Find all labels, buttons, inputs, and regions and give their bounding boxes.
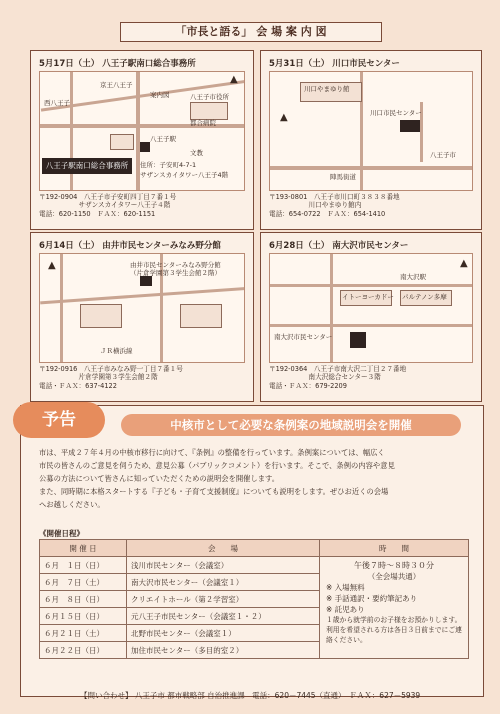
venue-map bbox=[269, 71, 473, 191]
contact-footer: 【問い合わせ】 八王子市 都市戦略部 自治推進課 電話：620－7445（直通） ＦＡＸ：627－5939 bbox=[80, 691, 421, 700]
map-label: 南大沢市民センター bbox=[274, 333, 333, 341]
panel-title: 6月14日（土） 由井市民センターみなみ野分館 bbox=[39, 241, 221, 251]
column-header: 時 間 bbox=[320, 540, 469, 557]
time-line: ※ 入場無料 bbox=[326, 583, 365, 592]
time-line: 午後７時～８時３０分 bbox=[354, 561, 434, 570]
north-arrow-icon: ▲ bbox=[48, 260, 56, 271]
table-header-row bbox=[40, 540, 469, 557]
venue-cell: 南大沢市民センター（会議室１） bbox=[127, 574, 320, 591]
date-cell: ６月２１日（土） bbox=[40, 625, 127, 642]
address-line: 川口やまゆり館内 bbox=[269, 201, 362, 210]
address-block bbox=[39, 193, 176, 218]
notice-title: 中核市として必要な条例案の地域説明会を開催 bbox=[121, 414, 461, 436]
notice-section bbox=[20, 405, 484, 697]
column-header: 会 場 bbox=[127, 540, 320, 557]
venue-map bbox=[39, 71, 245, 191]
address-block bbox=[39, 365, 183, 390]
map-label: 川口やまゆり館 bbox=[304, 85, 350, 93]
venue-cell: 浅川市民センター（会議室） bbox=[127, 557, 320, 574]
address-line: 南大沢総合センター３階 bbox=[269, 373, 381, 382]
date-cell: ６月 ８日（日） bbox=[40, 591, 127, 608]
address-line: 〒192-0916 八王子市みなみ野一丁目７番１号 bbox=[39, 365, 183, 373]
venue-panel-minami-osawa bbox=[260, 232, 482, 402]
panel-title: 5月17日（土） 八王子駅南口総合事務所 bbox=[39, 59, 196, 69]
address-line: 〒192-0364 八王子市南大沢二丁目２７番地 bbox=[269, 365, 407, 373]
notice-line: へお越しください。 bbox=[39, 500, 105, 509]
notice-line: また、同時期に本格スタートする『子ども・子育て支援制度』についても説明をします。ぜひお近くの会場 bbox=[39, 487, 389, 496]
notice-line: 公募の方法について皆さんに知っていただくための説明会を開催します。 bbox=[39, 474, 280, 483]
venue-panel-minamino bbox=[30, 232, 254, 402]
address-line: サザンスカイタワー八王子４階 bbox=[39, 201, 171, 210]
time-line: ※ 託児あり bbox=[326, 605, 365, 614]
venue-map bbox=[269, 253, 473, 363]
venue-cell: 北野市民センター（会議室１） bbox=[127, 625, 320, 642]
map-label: サザンスカイタワー八王子4階 bbox=[140, 171, 229, 179]
notice-line: 市民の皆さんのご意見を伺うため、意見公募（パブリックコメント）を行います。そこで、条例の内容や意見 bbox=[39, 461, 395, 470]
address-line: 〒192-0904 八王子市子安町四丁目７番１号 bbox=[39, 193, 177, 201]
date-cell: ６月２２日（日） bbox=[40, 642, 127, 659]
time-line: １歳から就学前のお子様をお預かりします。利用を希望される方は各日３日前までにご連絡ください。 bbox=[326, 616, 462, 644]
map-label: パルテノン多摩 bbox=[402, 293, 447, 301]
venue-panel-minami-guchi bbox=[30, 50, 254, 230]
map-label: 案内図 bbox=[150, 91, 170, 99]
map-label: （片倉学園第３学生会館２階） bbox=[130, 269, 221, 277]
time-cell bbox=[320, 557, 469, 659]
map-label: 由井市民センターみなみ野分館 bbox=[130, 261, 221, 269]
map-label: 陣馬街道 bbox=[330, 173, 356, 181]
map-label: ＪＲ横浜線 bbox=[100, 347, 133, 355]
venue-panel-kawaguchi bbox=[260, 50, 482, 230]
map-label: 川口市民センター bbox=[370, 109, 422, 117]
venue-cell: 元八王子市民センター（会議室１・２） bbox=[127, 608, 320, 625]
map-label: 文教 bbox=[190, 149, 203, 157]
map-label: 八王子駅 bbox=[150, 135, 176, 143]
date-cell: ６月 ７日（土） bbox=[40, 574, 127, 591]
venue-map bbox=[39, 253, 245, 363]
schedule-label: 《開催日程》 bbox=[39, 529, 84, 538]
venue-label-box bbox=[42, 158, 132, 174]
date-cell: ６月 １日（日） bbox=[40, 557, 127, 574]
address-line: 電話：654-0722 ＦＡＸ：654-1410 bbox=[269, 209, 386, 218]
notice-body bbox=[39, 446, 469, 511]
address-line: 電話・ＦＡＸ：679-2209 bbox=[269, 381, 347, 390]
north-arrow-icon: ▲ bbox=[230, 74, 238, 85]
column-header: 開 催 日 bbox=[40, 540, 127, 557]
address-line: 片倉学園第３学生会館２階 bbox=[39, 373, 158, 382]
schedule-table bbox=[39, 539, 469, 659]
page-title: 「市長と語る」 会 場 案 内 図 bbox=[120, 22, 382, 42]
time-line: ※ 手話通訳・要約筆記あり bbox=[326, 594, 418, 603]
time-line: （全会場共通） bbox=[367, 572, 421, 581]
map-label: 八王子市 bbox=[430, 151, 456, 159]
map-label: イトーヨーカドー bbox=[342, 293, 394, 301]
venue-cell: 加住市民センター（多目的室２） bbox=[127, 642, 320, 659]
map-label: 京王八王子 bbox=[100, 81, 133, 89]
venue-cell: クリエイトホール（第２学習室） bbox=[127, 591, 320, 608]
address-line: 電話：620-1150 ＦＡＸ：620-1151 bbox=[39, 209, 156, 218]
notice-line: 市は、平成２７年４月の中核市移行に向けて、『条例』の整備を行っています。条例案については、幅広く bbox=[39, 448, 385, 457]
address-block bbox=[269, 193, 400, 218]
address-block bbox=[269, 365, 406, 390]
table-row bbox=[40, 557, 469, 574]
address-line: 〒193-0801 八王子市川口町３８３８番地 bbox=[269, 193, 400, 201]
date-cell: ６月１５日（日） bbox=[40, 608, 127, 625]
map-label: 西八王子 bbox=[44, 99, 70, 107]
panel-title: 6月28日（土） 南大沢市民センター bbox=[269, 241, 409, 251]
map-label: 都合病院 bbox=[190, 119, 216, 127]
map-label: 住所：子安町4-7-1 bbox=[140, 161, 197, 169]
map-label: 南大沢駅 bbox=[400, 273, 426, 281]
north-arrow-icon: ▲ bbox=[280, 112, 288, 123]
notice-badge: 予告 bbox=[13, 402, 105, 438]
address-line: 電話・ＦＡＸ：637-4122 bbox=[39, 381, 117, 390]
north-arrow-icon: ▲ bbox=[460, 258, 468, 269]
venue-label: 八王子駅南口総合事務所 bbox=[45, 161, 129, 170]
panel-title: 5月31日（土） 川口市民センター bbox=[269, 59, 400, 69]
map-label: 八王子市役所 bbox=[190, 93, 229, 101]
